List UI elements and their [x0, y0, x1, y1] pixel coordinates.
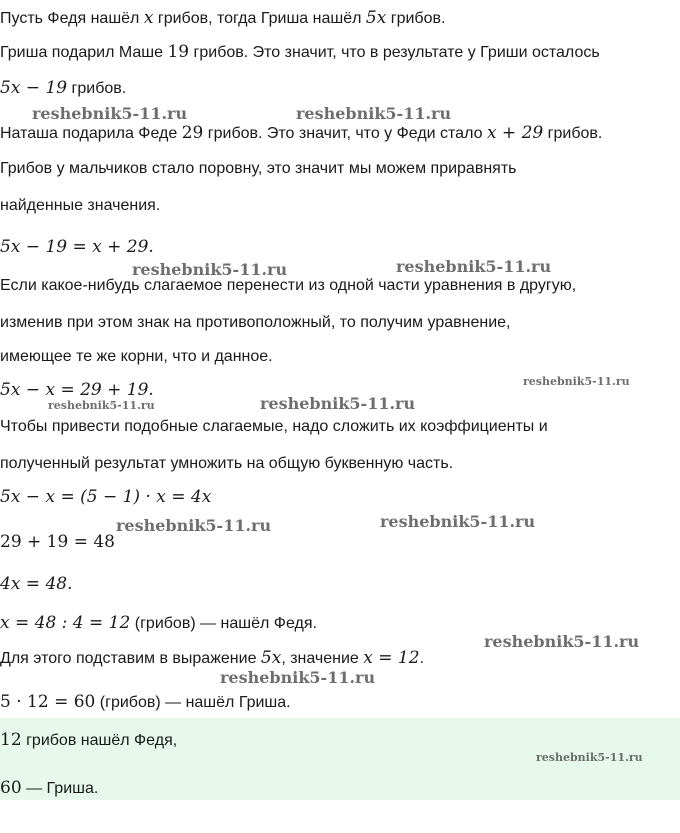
text: — Гриша. — [21, 780, 99, 797]
text: изменив при этом знак на противоположный, то получим уравнение, — [0, 314, 511, 331]
math: 5x − 19 — [0, 78, 68, 98]
text: Наташа подарила Феде — [0, 125, 182, 142]
line-3 — [0, 78, 126, 99]
math: x — [143, 8, 154, 28]
math: 19 — [167, 42, 190, 62]
line-16 — [0, 574, 73, 595]
text: грибов нашёл Федя, — [21, 732, 178, 749]
math: 29 + 19 = 48 — [0, 532, 115, 552]
line-14 — [0, 487, 211, 508]
math: x = 48 : 4 = 12 — [0, 613, 131, 633]
text: грибов. Это значит, что в результате у Гриши осталось — [189, 44, 600, 61]
line-18 — [0, 648, 424, 669]
answer-line-2 — [0, 778, 98, 799]
watermark: reshebnik5-11.ru — [296, 104, 452, 123]
line-6 — [0, 196, 160, 216]
text: . — [419, 650, 425, 667]
watermark: reshebnik5-11.ru — [536, 751, 643, 764]
line-4 — [0, 123, 602, 144]
text: Грибов у мальчиков стало поровну, это значит мы можем приравнять — [0, 160, 517, 177]
watermark: reshebnik5-11.ru — [32, 104, 188, 123]
watermark: reshebnik5-11.ru — [380, 512, 536, 531]
math: 60 — [0, 778, 22, 798]
line-15 — [0, 532, 115, 553]
text: грибов. — [386, 10, 446, 27]
math: 5x − x = (5 − 1) · x = 4x — [0, 487, 212, 507]
text: грибов. Это значит, что у Феди стало — [203, 125, 487, 142]
watermark: reshebnik5-11.ru — [523, 375, 630, 388]
text: Пусть Федя нашёл — [0, 10, 144, 27]
line-5 — [0, 159, 516, 179]
math: 12 — [0, 730, 22, 750]
watermark: reshebnik5-11.ru — [220, 668, 376, 687]
watermark: reshebnik5-11.ru — [116, 516, 272, 535]
text: полученный результат умножить на общую буквенную часть. — [0, 455, 454, 472]
math: 5x − x = 29 + 19. — [0, 380, 154, 400]
text: найденные значения. — [0, 197, 161, 214]
text: (грибов) — нашёл Гриша. — [95, 694, 291, 711]
math: 4x = 48. — [0, 574, 73, 594]
watermark: reshebnik5-11.ru — [396, 257, 552, 276]
line-19 — [0, 692, 291, 713]
line-13 — [0, 454, 453, 474]
line-9 — [0, 313, 510, 333]
line-2 — [0, 42, 600, 63]
text: Если какое-нибудь слагаемое перенести из одной части уравнения в другую, — [0, 277, 577, 294]
text: грибов. — [543, 125, 603, 142]
text: Чтобы привести подобные слагаемые, надо сложить их коэффициенты и — [0, 418, 548, 435]
math: 5x − 19 = x + 29. — [0, 237, 154, 257]
line-11 — [0, 380, 154, 401]
text: грибов. — [67, 80, 127, 97]
line-17 — [0, 613, 317, 634]
math: x = 12 — [363, 648, 420, 668]
watermark: reshebnik5-11.ru — [484, 632, 640, 651]
watermark: reshebnik5-11.ru — [48, 399, 155, 412]
answer-line-1 — [0, 730, 177, 751]
watermark: reshebnik5-11.ru — [132, 260, 288, 279]
math: 29 — [181, 123, 204, 143]
text: Для этого подставим в выражение — [0, 650, 261, 667]
line-12 — [0, 417, 548, 437]
line-8 — [0, 276, 576, 296]
text: (грибов) — нашёл Федя. — [130, 615, 317, 632]
math: 5x — [260, 648, 282, 668]
line-7 — [0, 237, 154, 258]
text: Гриша подарил Маше — [0, 44, 168, 61]
text: , значение — [281, 650, 364, 667]
text: грибов, тогда Гриша нашёл — [153, 10, 366, 27]
watermark: reshebnik5-11.ru — [260, 394, 416, 413]
text: имеющее те же корни, что и данное. — [0, 348, 273, 365]
math: x + 29 — [486, 123, 544, 143]
math: 5x — [365, 8, 387, 28]
math: 5 · 12 = 60 — [0, 692, 96, 712]
line-10 — [0, 347, 273, 367]
line-1 — [0, 8, 445, 29]
